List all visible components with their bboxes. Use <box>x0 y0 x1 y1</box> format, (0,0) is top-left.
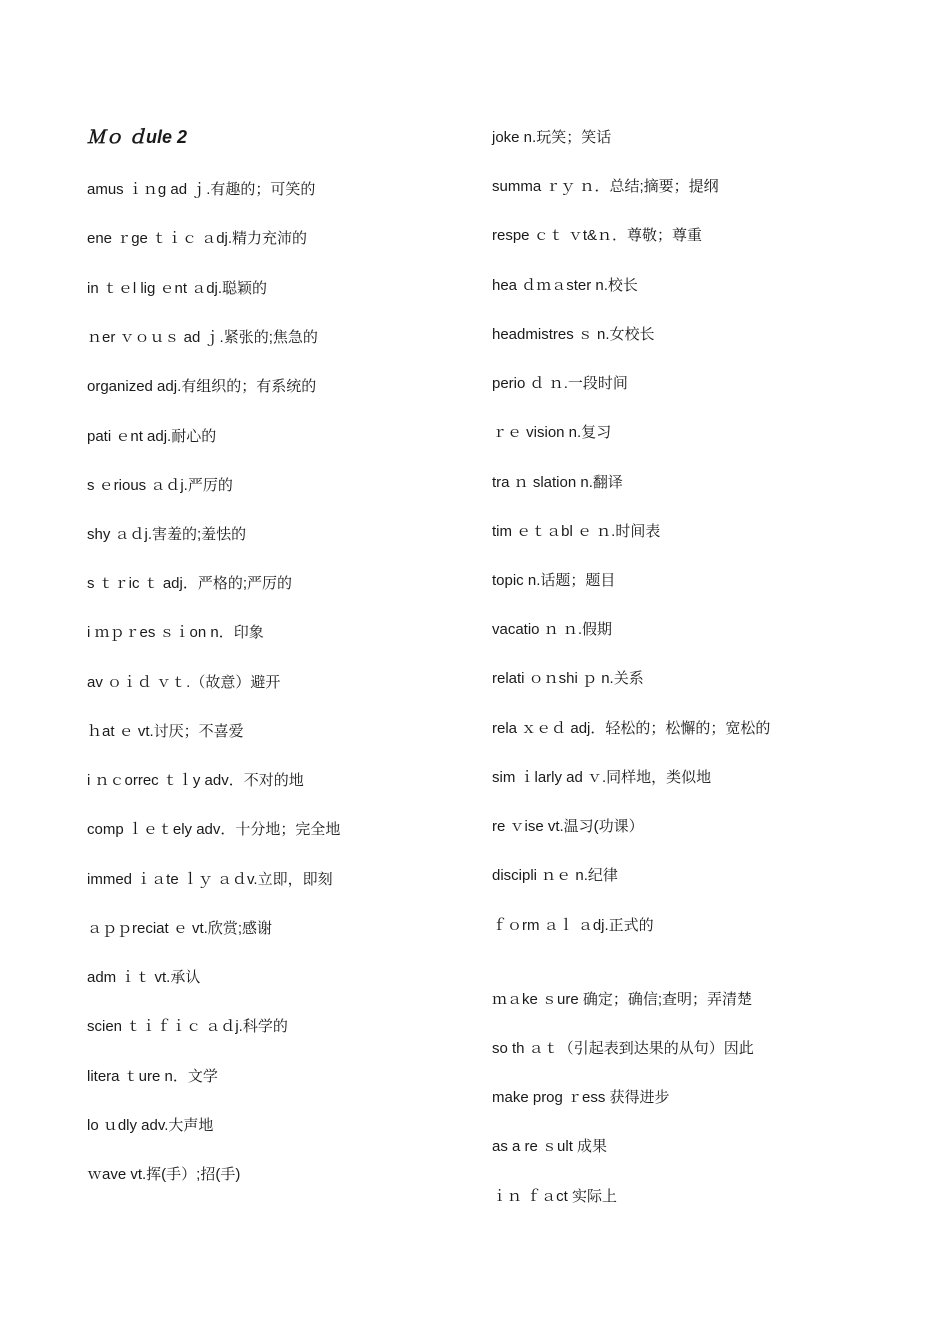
vocab-entry: vacatio ｎ ｎ.假期 <box>492 621 613 638</box>
vocab-entry: in ｔｅl lig ｅnt ａdj.聪颖的 <box>87 280 268 297</box>
vocab-entry: adm ｉｔ vt.承认 <box>87 969 201 986</box>
vocab-entry: lo ｕdly adv.大声地 <box>87 1117 214 1134</box>
vocab-entry: ｈat ｅ vt.讨厌；不喜爱 <box>87 723 244 740</box>
vocab-entry: s ｔｒic ｔ adj．严格的;严厉的 <box>87 575 293 592</box>
vocab-entry: immed ｉａte ｌｙ ａｄv.立即，即刻 <box>87 871 333 888</box>
vocab-entry: relati ｏｎshi ｐ n.关系 <box>492 670 644 687</box>
vocab-entry: topic n.话题；题目 <box>492 572 616 589</box>
vocab-entry: tim ｅｔａbl ｅ ｎ.时间表 <box>492 523 661 540</box>
vocab-entry: ａｐｐreciat ｅ vt.欣赏;感谢 <box>87 920 273 937</box>
vocab-entry: comp ｌｅｔely adv．十分地；完全地 <box>87 821 341 838</box>
vocab-entry: respe ｃｔ ｖt&ｎ．尊敬；尊重 <box>492 227 703 244</box>
vocab-entry: pati ｅnt adj.耐心的 <box>87 428 217 445</box>
vocab-entry: ene ｒge ｔｉｃ ａdj.精力充沛的 <box>87 230 308 247</box>
vocab-entry: so th ａｔ（引起表到达果的从句）因此 <box>492 1040 754 1057</box>
vocab-entry: ｉｎ ｆａct 实际上 <box>492 1188 618 1205</box>
vocab-entry: as a re ｓult 成果 <box>492 1138 608 1155</box>
vocab-entry: ｎer ｖｏｕｓ ad ｊ.紧张的;焦急的 <box>87 329 318 346</box>
vocab-entry: s ｅrious ａｄj.严厉的 <box>87 477 233 494</box>
vocab-entry: organized adj.有组织的；有系统的 <box>87 378 317 395</box>
vocab-entry: re ｖise vt.温习(功课） <box>492 818 644 835</box>
vocab-entry: rela ｘｅｄ adj．轻松的；松懈的；宽松的 <box>492 720 771 737</box>
vocab-entry: i ｍｐｒes ｓｉon n．印象 <box>87 624 264 641</box>
vocab-entry: perio ｄ ｎ.一段时间 <box>492 375 628 392</box>
vocab-entry: summa ｒｙ ｎ．总结;摘要；提纲 <box>492 178 719 195</box>
vocab-entry: av ｏｉｄ ｖｔ.（故意）避开 <box>87 674 281 691</box>
vocab-entry: ｗave vt.挥(手）;招(手) <box>87 1166 241 1183</box>
vocab-entry: make prog ｒess 获得进步 <box>492 1089 670 1106</box>
vocab-entry: ｍａke ｓure 确定；确信;查明；弄清楚 <box>492 991 753 1008</box>
vocab-entry: tra ｎ slation n.翻译 <box>492 474 623 491</box>
vocab-entry: discipli ｎｅ n.纪律 <box>492 867 618 884</box>
module-title: Ｍｏ ｄule 2 <box>87 127 188 147</box>
vocab-entry: hea ｄｍａster n.校长 <box>492 277 638 294</box>
vocab-entry: shy ａｄj.害羞的;羞怯的 <box>87 526 247 543</box>
vocab-entry: headmistres ｓ n.女校长 <box>492 326 655 343</box>
vocab-entry: ｆｏrm ａｌ ａdj.正式的 <box>492 917 654 934</box>
vocab-entry: joke n.玩笑；笑话 <box>492 129 612 146</box>
vocab-entry: amus ｉｎg ad ｊ.有趣的；可笑的 <box>87 181 316 198</box>
vocab-entry: litera ｔure n．文学 <box>87 1068 218 1085</box>
vocab-entry: scien ｔｉｆｉｃ ａｄj.科学的 <box>87 1018 288 1035</box>
vocab-entry: i ｎｃorrec ｔｌy adv．不对的地 <box>87 772 304 789</box>
vocab-entry: sim ｉlarly ad ｖ.同样地，类似地 <box>492 769 712 786</box>
vocab-entry: ｒｅ vision n.复习 <box>492 424 612 441</box>
